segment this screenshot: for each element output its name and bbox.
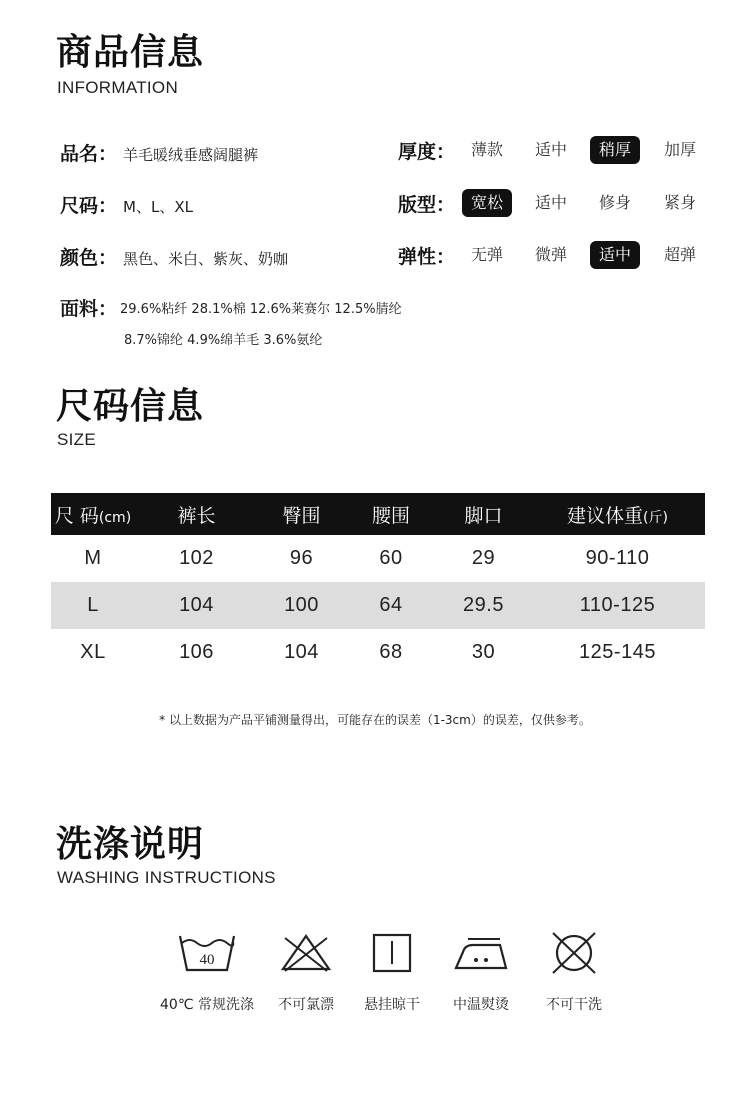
table-cell: 68 [379, 641, 403, 663]
table-cell: 125-145 [579, 641, 656, 663]
wash-item-no-dry-clean [519, 930, 629, 1014]
elasticity-label: 弹性： [398, 245, 456, 268]
fit-option: 修身 [598, 193, 631, 212]
thickness-row [398, 136, 696, 164]
size-table-header-cell: 裤长 [135, 493, 258, 535]
product-name-label: 品名： [60, 143, 118, 165]
table-cell: M [84, 547, 102, 569]
elasticity-option: 无弹 [470, 245, 503, 264]
wash-label-hang-dry: 悬挂晾干 [364, 997, 420, 1013]
size-table [51, 493, 705, 676]
wash-40-icon [176, 930, 238, 974]
table-cell: 100 [258, 582, 345, 629]
product-size-label: 尺码： [60, 195, 118, 217]
size-table-header-cell: 尺 码(cm) [51, 493, 135, 535]
no-bleach-icon [275, 930, 337, 974]
thickness-option: 适中 [534, 140, 567, 159]
product-size-row [60, 191, 193, 218]
fabric-line-2: 8.7%锦纶 4.9%绵羊毛 3.6%氨纶 [124, 333, 323, 348]
table-cell: 106 [179, 641, 214, 663]
wash-label-no-bleach: 不可氯漂 [278, 997, 334, 1013]
elasticity-option: 微弹 [534, 245, 567, 264]
thickness-label: 厚度： [398, 140, 456, 163]
product-name-row [60, 139, 258, 166]
fabric-line-1: 29.6%粘纤 28.1%棉 12.6%莱赛尔 12.5%腈纶 [120, 302, 402, 317]
elasticity-option-selected: 适中 [590, 241, 640, 269]
table-row [51, 629, 705, 676]
size-table-header [51, 493, 705, 535]
table-cell: 96 [289, 547, 314, 569]
thickness-option: 加厚 [663, 140, 696, 159]
fabric-label: 面料： [60, 298, 118, 320]
wash-label-40: 40℃ 常规洗涤 [160, 997, 254, 1013]
size-section-title: 尺码信息 [56, 386, 205, 427]
table-cell: 102 [179, 547, 214, 569]
table-row [51, 582, 705, 629]
product-color-row [60, 243, 288, 270]
table-cell: 90-110 [585, 547, 650, 569]
thickness-option: 薄款 [470, 140, 503, 159]
wash-label-no-dry-clean: 不可干洗 [546, 997, 602, 1013]
size-table-header-cell: 腰围 [345, 493, 437, 535]
fit-option: 适中 [534, 193, 567, 212]
wash-section-title: 洗涤说明 [56, 824, 205, 865]
hang-dry-icon [361, 930, 423, 974]
table-cell: 60 [379, 547, 403, 569]
table-cell: 29.5 [437, 582, 530, 629]
table-cell: 29 [471, 547, 496, 569]
elasticity-option: 超弹 [663, 245, 696, 264]
no-dry-clean-icon [543, 930, 605, 974]
size-table-header-cell: 臀围 [258, 493, 345, 535]
info-section-title: 商品信息 [56, 32, 205, 73]
elasticity-row [398, 241, 696, 269]
product-size-value: M、L、XL [123, 198, 193, 216]
info-section-subtitle: INFORMATION [57, 78, 179, 97]
iron-medium-icon [450, 930, 512, 974]
product-color-value: 黑色、米白、紫灰、奶咖 [123, 250, 289, 268]
fit-row [398, 189, 696, 217]
table-cell: 104 [135, 582, 258, 629]
table-cell: 104 [284, 641, 319, 663]
fit-label: 版型： [398, 193, 456, 216]
wash-temp-label: 40 [199, 952, 215, 968]
table-cell: 30 [471, 641, 496, 663]
measurement-note: * 以上数据为产品平铺测量得出，可能存在的误差（1-3cm）的误差，仅供参考。 [159, 713, 591, 727]
table-row [51, 535, 705, 582]
wash-label-iron: 中温熨烫 [453, 997, 509, 1013]
wash-item-40 [152, 930, 262, 1014]
fit-option-selected: 宽松 [462, 189, 512, 217]
product-name-value: 羊毛暖绒垂感阔腿裤 [123, 146, 259, 164]
table-cell: 64 [345, 582, 437, 629]
size-section-subtitle: SIZE [57, 430, 96, 449]
fit-option: 紧身 [663, 193, 696, 212]
size-table-header-cell: 脚口 [437, 493, 530, 535]
table-cell: 110-125 [530, 582, 705, 629]
thickness-option-selected: 稍厚 [590, 136, 640, 164]
table-cell: XL [80, 641, 106, 663]
size-table-header-cell: 建议体重(斤) [530, 493, 705, 535]
wash-section-subtitle: WASHING INSTRUCTIONS [57, 868, 276, 887]
product-color-label: 颜色： [60, 247, 118, 269]
table-cell: L [51, 582, 135, 629]
